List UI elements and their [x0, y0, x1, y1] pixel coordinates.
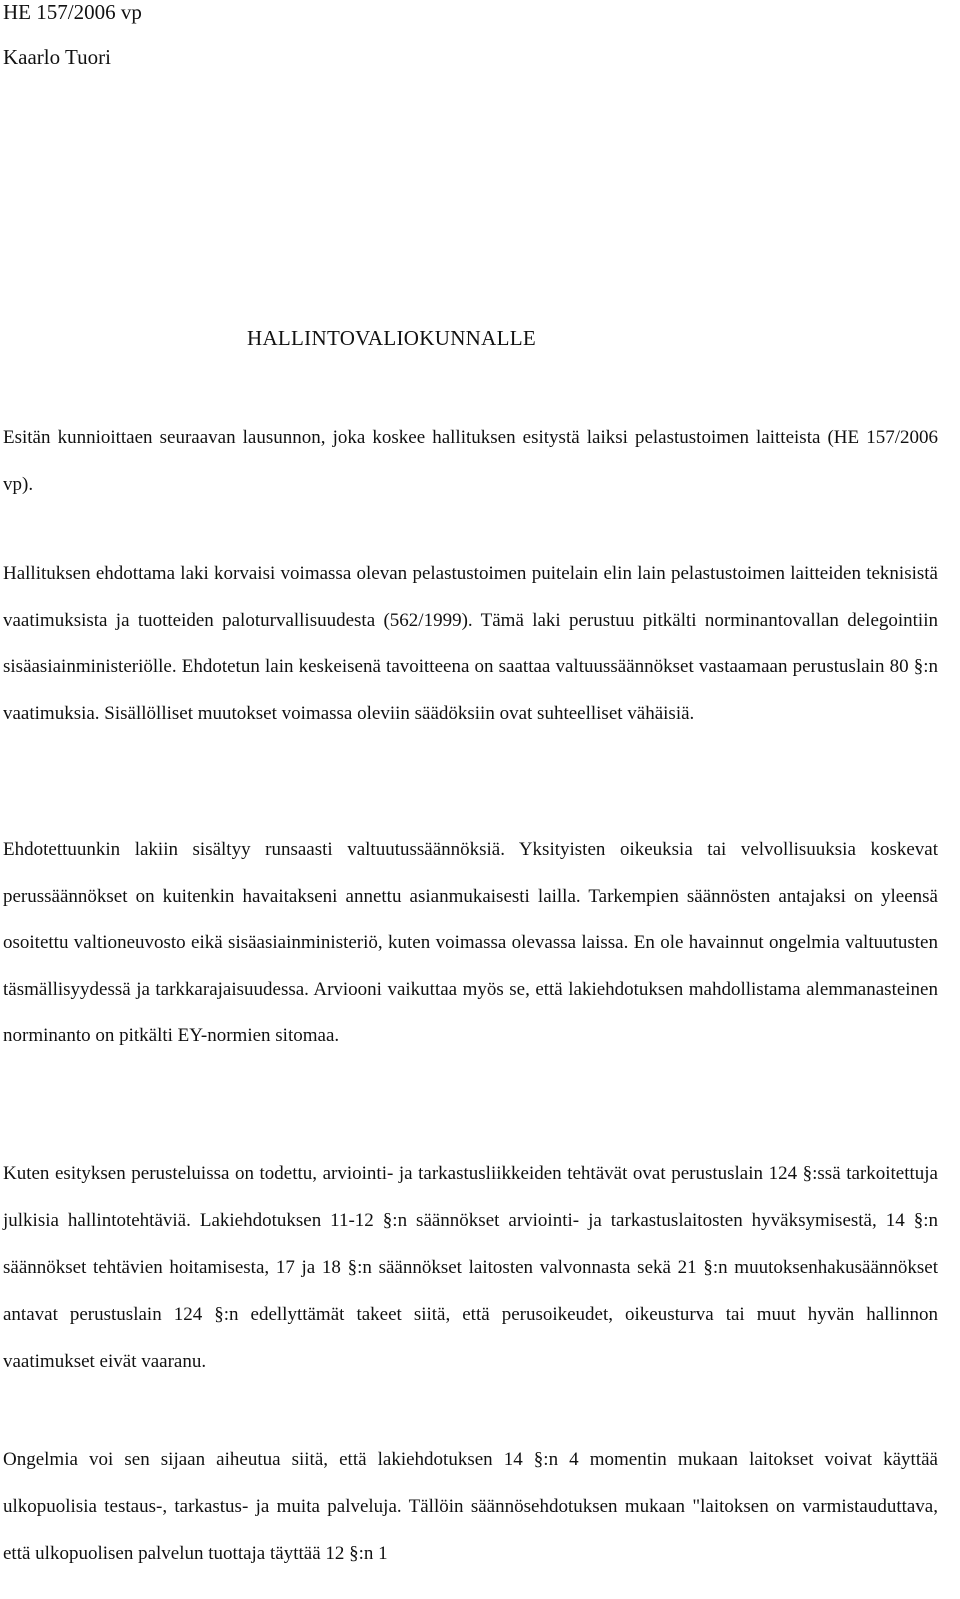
- document-reference: HE 157/2006 vp: [3, 0, 142, 24]
- document-author: Kaarlo Tuori: [3, 45, 111, 69]
- paragraph-background: Hallituksen ehdottama laki korvaisi voimassa olevan pelastustoimen puitelain elin lain pelastustoimen laitteiden teknisistä vaatimuksista ja tuotteiden paloturvallisuudesta (562/1999). Tämä laki perustuu pitkälti norminantovallan delegointiin sisäasiainministeriölle. Ehdotetun lain keskeisenä tavoitteena on saattaa valtuussäännökset vastaamaan perustuslain 80 §:n vaatimuksia. Sisällölliset muutokset voimassa oleviin säädöksiin ovat suhteelliset vähäisiä.: [3, 563, 938, 724]
- addressee-heading: HALLINTOVALIOKUNNALLE: [247, 326, 536, 350]
- paragraph-intro: Esitän kunnioittaen seuraavan lausunnon, joka koskee hallituksen esitystä laiksi pelastustoimen laitteista (HE 157/2006 vp).: [3, 427, 938, 495]
- paragraph-public-tasks: Kuten esityksen perusteluissa on todettu, arviointi- ja tarkastusliikkeiden tehtävät ovat perustuslain 124 §:ssä tarkoitettuja julkisia hallintotehtäviä. Lakiehdotuksen 11-12 §:n säännökset arviointi- ja tarkastuslaitosten hyväksymisestä, 14 §:n säännökset tehtävien hoitamisesta, 17 ja 18 §:n säännökset laitosten valvonnasta sekä 21 §:n muutoksenhakusäännökset antavat perustuslain 124 §:n edellyttämät takeet siitä, että perusoikeudet, oikeusturva tai muut hyvän hallinnon vaatimukset eivät vaaranu.: [3, 1163, 938, 1372]
- paragraph-delegation: Ehdotettuunkin lakiin sisältyy runsaasti valtuutussäännöksiä. Yksityisten oikeuksia tai velvollisuuksia koskevat perussäännökset on kuitenkin havaitakseni annettu asianmukaisesti lailla. Tarkempien säännösten antajaksi on yleensä osoitettu valtioneuvosto eikä sisäasiainministeriö, kuten voimassa olevassa laissa. En ole havainnut ongelmia valtuutusten täsmällisyydessä ja tarkkarajaisuudessa. Arviooni vaikuttaa myös se, että lakiehdotuksen mahdollistama alemmanasteinen norminanto on pitkälti EY-normien sitomaa.: [3, 839, 938, 1046]
- paragraph-outsourcing: Ongelmia voi sen sijaan aiheutua siitä, että lakiehdotuksen 14 §:n 4 momentin mukaan laitokset voivat käyttää ulkopuolisia testaus-, tarkastus- ja muita palveluja. Tällöin säännösehdotuksen mukaan "laitoksen on varmistauduttava, että ulkopuolisen palvelun tuottaja täyttää 12 §:n 1: [3, 1449, 938, 1564]
